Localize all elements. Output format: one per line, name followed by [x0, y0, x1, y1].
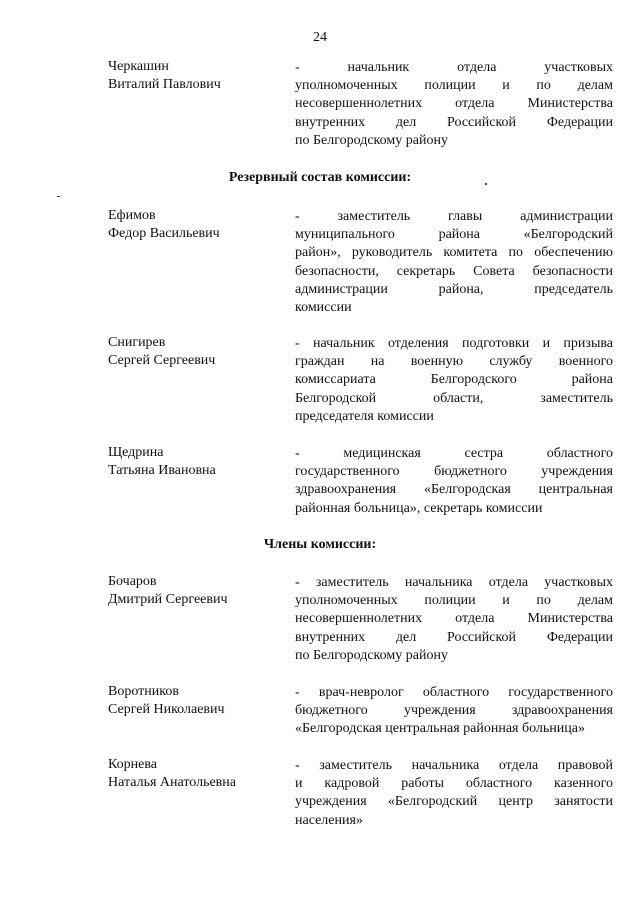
position-line: внутренних дел Российской Федерации	[295, 629, 613, 645]
position-line: и кадровой работы областного казенного	[295, 776, 613, 792]
position-line: уполномоченных полиции и по делам	[295, 78, 613, 94]
person-surname: Черкашин	[108, 59, 169, 74]
reserve-heading: Резервный состав комиссии:	[228, 170, 412, 185]
position-line: комиссариата Белгородского района	[295, 372, 613, 388]
scan-speck	[57, 196, 60, 197]
person-name	[108, 573, 283, 608]
person-name	[108, 334, 283, 369]
person-given-name: Федор Васильевич	[108, 225, 220, 241]
person-position	[295, 335, 613, 426]
position-line: граждан на военную службу военного	[295, 354, 613, 370]
person-position	[295, 208, 613, 317]
position-line: - заместитель начальника отдела правовой	[295, 758, 613, 773]
person-given-name: Виталий Павлович	[108, 76, 221, 92]
person-given-name: Татьяна Ивановна	[108, 462, 216, 478]
position-line: здравоохранения «Белгородская центральная	[295, 482, 613, 498]
position-line: - начальник отдела участковых	[295, 60, 613, 75]
position-line: по Белгородскому району	[295, 132, 448, 148]
person-name	[108, 58, 283, 93]
person-name	[108, 683, 283, 718]
position-line: районная больница», секретарь комиссии	[295, 500, 543, 516]
position-line: бюджетного учреждения здравоохранения	[295, 703, 613, 719]
position-line: государственного бюджетного учреждения	[295, 464, 613, 480]
scan-speck	[485, 183, 487, 185]
person-position	[295, 574, 613, 665]
position-line: - врач-невролог областного государственного	[295, 685, 613, 700]
position-line: председателя комиссии	[295, 408, 434, 424]
position-line: по Белгородскому району	[295, 647, 448, 663]
position-line: учреждения «Белгородский центр занятости	[295, 794, 613, 810]
page-number: 24	[313, 30, 327, 45]
person-position	[295, 445, 613, 518]
position-line: внутренних дел Российской Федерации	[295, 114, 613, 130]
person-surname: Бочаров	[108, 574, 157, 589]
person-position	[295, 59, 613, 150]
position-line: Белгородской области, заместитель	[295, 390, 613, 406]
person-surname: Воротников	[108, 684, 179, 699]
position-line: - заместитель главы администрации	[295, 209, 613, 224]
person-surname: Корнева	[108, 757, 157, 772]
position-line: администрации района, председатель	[295, 281, 613, 297]
position-line: район», руководитель комитета по обеспечению	[295, 245, 613, 261]
person-surname: Снигирев	[108, 335, 166, 350]
position-line: несовершеннолетних отдела Министерства	[295, 96, 613, 112]
person-surname: Щедрина	[108, 445, 164, 460]
position-line: муниципального района «Белгородский	[295, 227, 613, 243]
person-position	[295, 757, 613, 830]
position-line: - начальник отделения подготовки и призыва	[295, 336, 613, 351]
person-name	[108, 207, 283, 242]
position-line: уполномоченных полиции и по делам	[295, 593, 613, 609]
position-line: «Белгородская центральная районная больница»	[295, 721, 585, 737]
person-given-name: Наталья Анатольевна	[108, 774, 237, 790]
person-given-name: Сергей Николаевич	[108, 701, 225, 717]
position-line: безопасности, секретарь Совета безопасности	[295, 263, 613, 279]
position-line: населения»	[295, 812, 363, 828]
members-heading: Члены комиссии:	[263, 537, 377, 552]
position-line: - заместитель начальника отдела участковых	[295, 575, 613, 590]
position-line: несовершеннолетних отдела Министерства	[295, 611, 613, 627]
person-given-name: Дмитрий Сергеевич	[108, 591, 228, 607]
position-line: - медицинская сестра областного	[295, 446, 613, 461]
person-name	[108, 756, 283, 791]
person-surname: Ефимов	[108, 208, 156, 223]
position-line: комиссии	[295, 299, 352, 315]
person-position	[295, 684, 613, 739]
person-name	[108, 444, 283, 479]
person-given-name: Сергей Сергеевич	[108, 352, 216, 368]
